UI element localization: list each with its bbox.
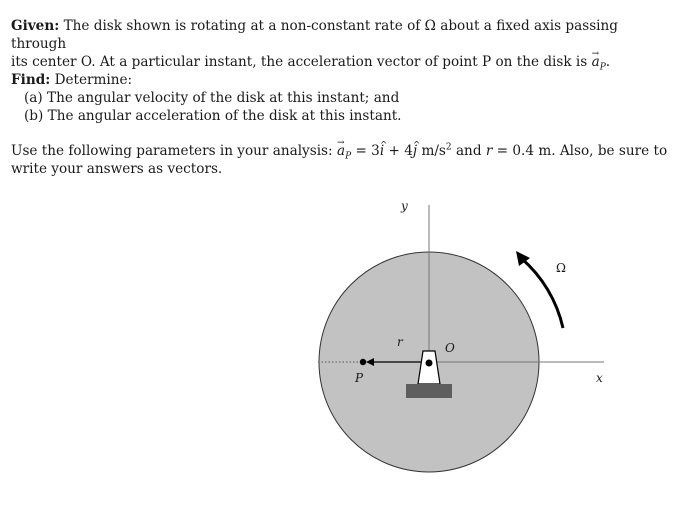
center-pin (426, 360, 433, 367)
ground-base (406, 384, 452, 398)
params-units-exp: 2 (445, 142, 452, 153)
params-line2: write your answers as vectors. (11, 161, 223, 177)
params-accel-symbol: → a (337, 143, 345, 159)
params-plus: + 4 (388, 143, 413, 159)
params-lead: Use the following parameters in your analysis: (11, 143, 333, 159)
radius-label: r (397, 335, 403, 349)
given-accel-subscript: P (599, 62, 606, 73)
params-accel-subscript: P (345, 151, 352, 162)
find-item-b: (b) The angular acceleration of the disk at this instant. (24, 108, 402, 124)
given-text-line2: its center O. At a particular instant, the acceleration vector of point P on the disk is (11, 54, 588, 70)
params-r-symbol: r (485, 143, 493, 159)
params-units: m/s (421, 143, 446, 159)
origin-label: O (445, 341, 455, 355)
params-eq-a: = 3 (355, 143, 380, 159)
given-accel-symbol: → a (592, 54, 600, 70)
find-label: Find: (11, 72, 51, 88)
given-period: . (605, 54, 611, 70)
params-r-value: = 0.4 m. Also, be sure to (496, 143, 668, 159)
params-j-hat: ^ j (413, 143, 417, 159)
find-intro: Determine: (54, 72, 133, 88)
params-and: and (455, 143, 482, 159)
point-p (360, 359, 366, 365)
point-p-label: P (355, 371, 364, 385)
y-axis-label: y (401, 199, 408, 213)
x-axis-label: x (596, 371, 603, 385)
omega-label: Ω (556, 261, 566, 275)
given-label: Given: (11, 18, 60, 34)
params-i-hat: ^ i (380, 143, 384, 159)
given-text-line1: The disk shown is rotating at a non-constant rate of Ω about a fixed axis passing through (11, 18, 618, 52)
find-item-a: (a) The angular velocity of the disk at this instant; and (24, 90, 400, 106)
